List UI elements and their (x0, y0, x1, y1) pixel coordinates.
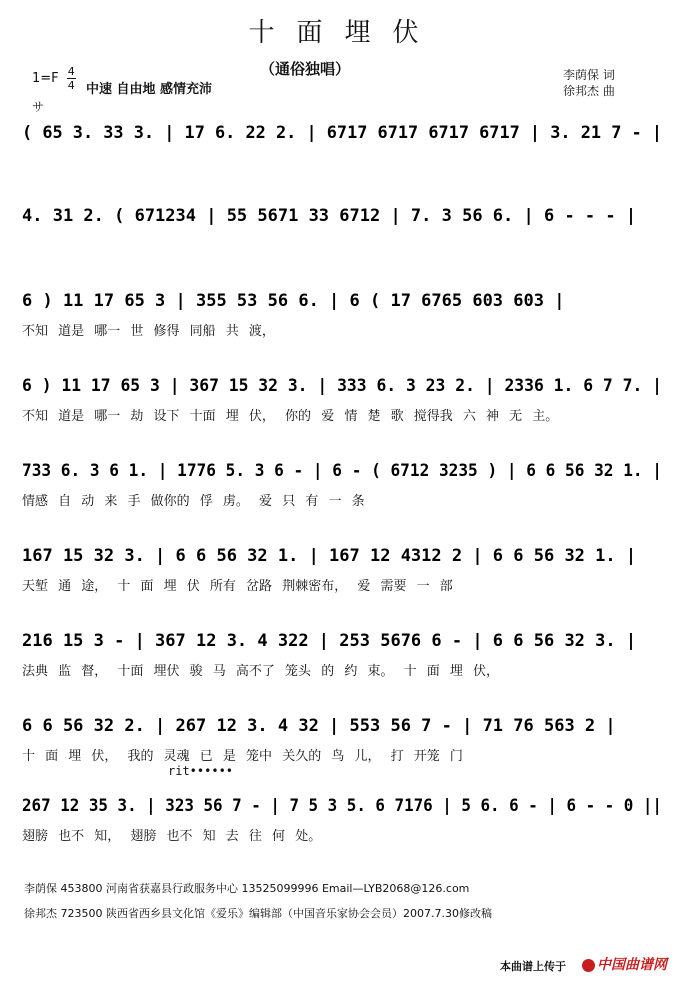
lyrics-line-4: 不知 道是 哪一 劫 设下 十面 埋 伏， 你的 爱 情 楚 歌 搅得我 六 神 无 主。 (22, 409, 559, 424)
notation-text: 733 6. 3 6 1. | 1776 5. 3 6 - | 6 - ( 6712 3235 ) | 6 6 56 32 1. | (22, 461, 662, 481)
notation-text: 167 15 32 3. | 6 6 56 32 1. | 167 12 4312 2 | 6 6 56 32 1. | (22, 546, 637, 566)
logo-icon (582, 959, 595, 972)
lyrics-line-3: 不知 道是 哪一 世 修得 同船 共 渡， (22, 324, 275, 339)
score-line-3 (20, 280, 668, 324)
composer-credit: 徐邦杰 曲 (563, 84, 615, 98)
lyrics-line-6: 天堑 通 途， 十 面 埋 伏 所有 岔路 荆棘密布， 爱 需要 一 部 (22, 579, 453, 594)
lyrics-line-8: 十 面 埋 伏， 我的 灵魂 已 是 笼中 关久的 鸟 儿， 打 开笼 门 (22, 749, 463, 764)
song-title: 十面埋伏 (248, 18, 441, 48)
score-line-1 (20, 112, 668, 156)
notation-text: 267 12 35 3. | 323 56 7 - | 7 5 3 5. 6 7176 | 5 6. 6 - | 6 - - 0 || (22, 796, 662, 816)
key-label: 1=F (32, 71, 59, 86)
score-line-6 (20, 535, 668, 579)
ritardando-mark: rit•••••• (168, 764, 234, 778)
notation-text: 4. 31 2. ( 671234 | 55 5671 33 6712 | 7. 3 56 6. | 6 - - - | (22, 206, 637, 226)
time-bottom: 4 (67, 79, 75, 92)
score-line-7 (20, 620, 668, 664)
score-line-5 (20, 450, 668, 494)
notation-text: 6 ) 11 17 65 3 | 355 53 56 6. | 6 ( 17 6765 603 603 | (22, 291, 565, 311)
footer-contact-composer: 徐邦杰 723500 陕西省西乡县文化馆《爱乐》编辑部（中国音乐家协会会员）2007.7.30修改稿 (24, 907, 492, 920)
song-subtitle: （通俗独唱） (260, 60, 351, 78)
score-line-9 (20, 785, 668, 829)
lyrics-line-5: 情感 自 动 来 手 做你的 俘 虏。 爱 只 有 一 条 (22, 494, 365, 509)
lyrics-line-9: 翅膀 也不 知， 翅膀 也不 知 去 往 何 处。 (22, 829, 322, 844)
notation-text: 6 ) 11 17 65 3 | 367 15 32 3. | 333 6. 3 23 2. | 2336 1. 6 7 7. | (22, 376, 662, 396)
site-logo-text: 中国曲谱网 (597, 957, 667, 973)
time-top: 4 (67, 65, 75, 78)
tempo-marking: 中速 自由地 感情充沛 (86, 82, 213, 97)
score-line-4 (20, 365, 668, 409)
lyrics-line-7: 法典 监 督， 十面 埋伏 骏 马 高不了 笼头 的 约 束。 十 面 埋 伏， (22, 664, 499, 679)
score-line-8 (20, 705, 668, 749)
notation-text: 216 15 3 - | 367 12 3. 4 322 | 253 5676 6 - | 6 6 56 32 3. | (22, 631, 637, 651)
free-time-mark: サ (32, 100, 45, 114)
footer-contact-lyricist: 李荫保 453800 河南省获嘉县行政服务中心 13525099996 Email—LYB2068@126.com (24, 882, 470, 895)
time-signature (67, 66, 76, 91)
upload-notice: 本曲谱上传于 (500, 960, 566, 973)
key-signature (32, 66, 76, 91)
lyricist-credit: 李荫保 词 (563, 68, 615, 82)
notation-text: 6 6 56 32 2. | 267 12 3. 4 32 | 553 56 7 - | 71 76 563 2 | (22, 716, 616, 736)
site-logo[interactable] (582, 954, 667, 974)
score-line-2 (20, 195, 668, 239)
notation-text: ( 65 3. 33 3. | 17 6. 22 2. | 6717 6717 6717 6717 | 3. 21 7 - | (22, 123, 662, 143)
